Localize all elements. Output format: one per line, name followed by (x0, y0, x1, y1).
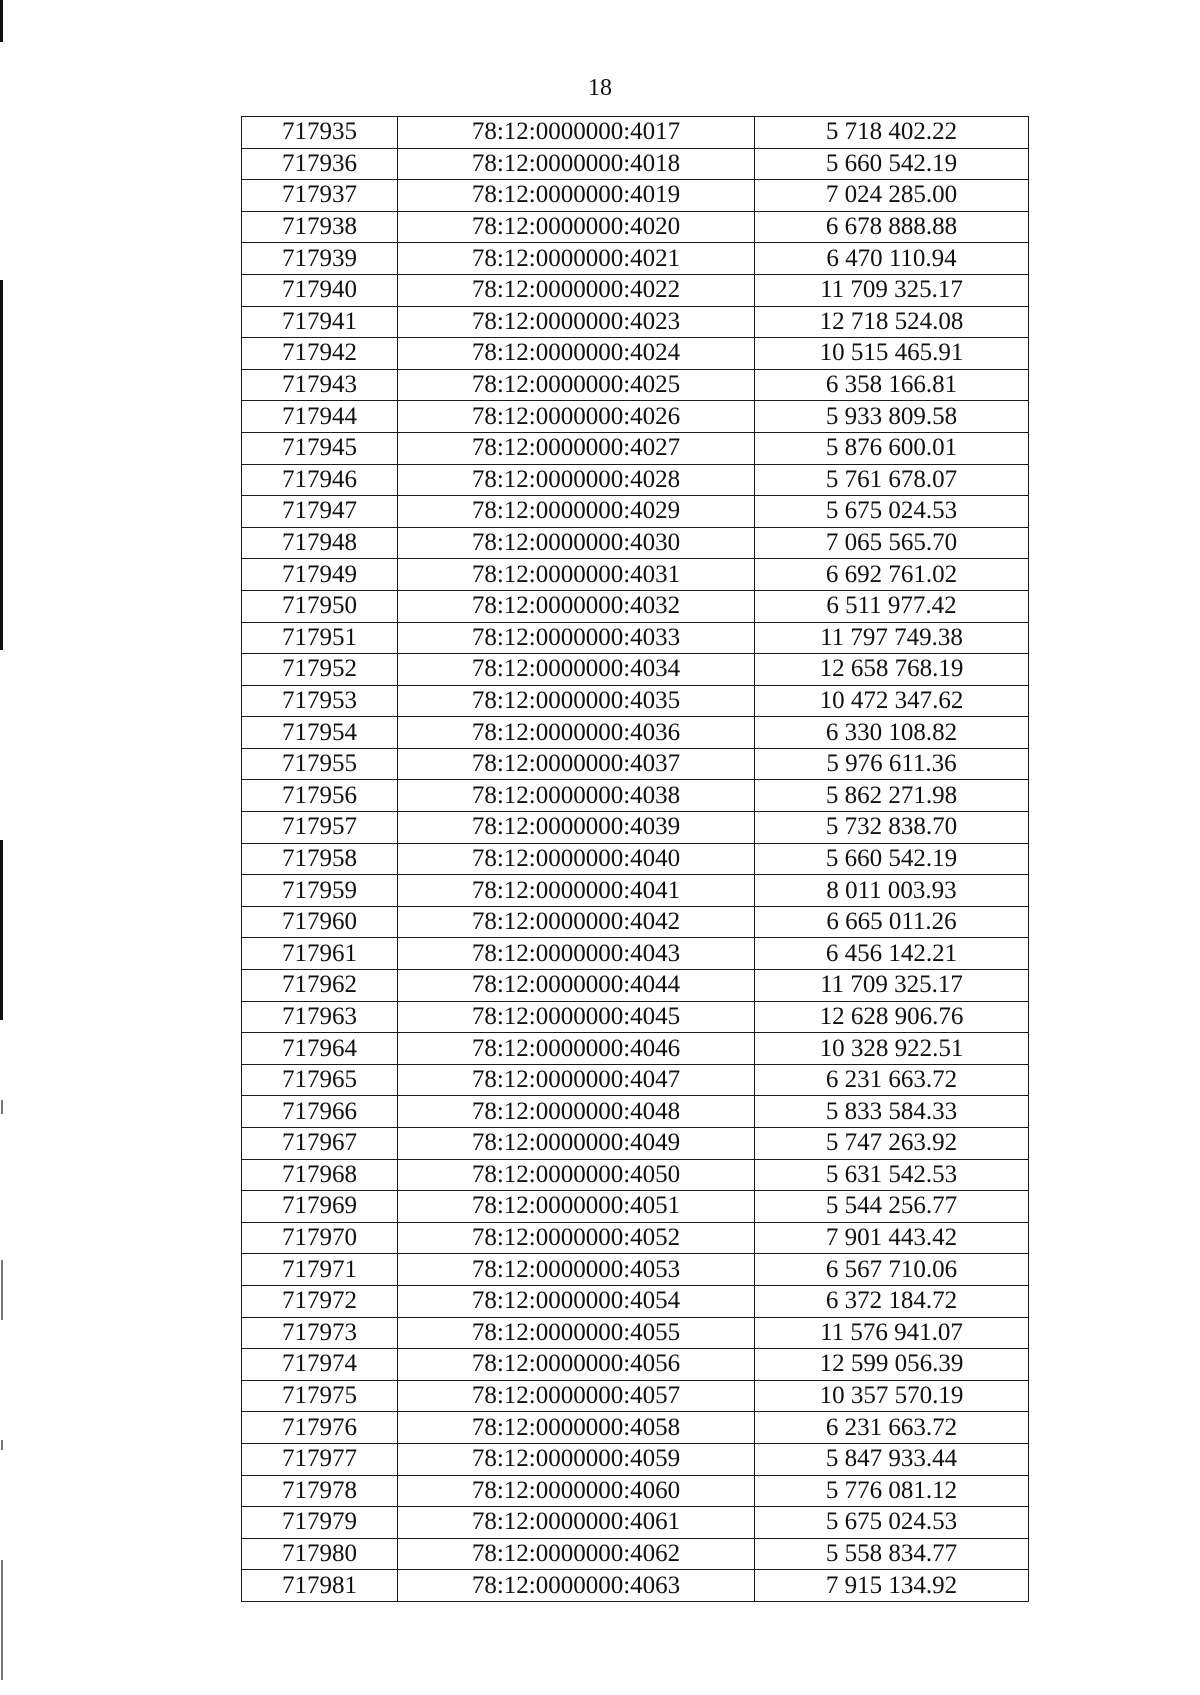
cadastral-value-cell: 10 357 570.19 (755, 1380, 1029, 1412)
cadastral-number-cell: 78:12:0000000:4025 (398, 369, 755, 401)
scan-edge-mark (0, 280, 3, 650)
object-id-cell: 717964 (242, 1033, 398, 1065)
cadastral-value-cell: 5 876 600.01 (755, 432, 1029, 464)
object-id-cell: 717952 (242, 654, 398, 686)
cadastral-number-cell: 78:12:0000000:4030 (398, 527, 755, 559)
table-row (242, 338, 1029, 370)
cadastral-value-cell: 10 472 347.62 (755, 685, 1029, 717)
cadastral-value-cell: 5 732 838.70 (755, 812, 1029, 844)
table-row (242, 432, 1029, 464)
table-row (242, 1159, 1029, 1191)
cadastral-number-cell: 78:12:0000000:4048 (398, 1096, 755, 1128)
cadastral-value-cell: 5 675 024.53 (755, 496, 1029, 528)
table-row (242, 622, 1029, 654)
object-id-cell: 717969 (242, 1191, 398, 1223)
cadastral-value-cell: 5 847 933.44 (755, 1443, 1029, 1475)
cadastral-value-cell: 6 231 663.72 (755, 1064, 1029, 1096)
cadastral-value-cell: 6 511 977.42 (755, 590, 1029, 622)
cadastral-value-cell: 5 933 809.58 (755, 401, 1029, 433)
table-row (242, 1380, 1029, 1412)
table-row (242, 938, 1029, 970)
table-row (242, 654, 1029, 686)
object-id-cell: 717940 (242, 274, 398, 306)
cadastral-value-cell: 7 065 565.70 (755, 527, 1029, 559)
scan-edge-dot (1, 1260, 3, 1320)
table-row (242, 970, 1029, 1002)
object-id-cell: 717935 (242, 117, 398, 149)
cadastral-number-cell: 78:12:0000000:4022 (398, 274, 755, 306)
table-row (242, 1191, 1029, 1223)
cadastral-number-cell: 78:12:0000000:4040 (398, 843, 755, 875)
object-id-cell: 717954 (242, 717, 398, 749)
table-row (242, 875, 1029, 907)
object-id-cell: 717942 (242, 338, 398, 370)
table-row (242, 1064, 1029, 1096)
cadastral-value-cell: 6 567 710.06 (755, 1254, 1029, 1286)
cadastral-value-cell: 8 011 003.93 (755, 875, 1029, 907)
table-row (242, 1317, 1029, 1349)
page-number: 18 (588, 75, 612, 101)
table-row (242, 148, 1029, 180)
cadastral-value-cell: 6 665 011.26 (755, 906, 1029, 938)
cadastral-value-cell: 7 901 443.42 (755, 1222, 1029, 1254)
object-id-cell: 717977 (242, 1443, 398, 1475)
cadastral-number-cell: 78:12:0000000:4036 (398, 717, 755, 749)
object-id-cell: 717956 (242, 780, 398, 812)
object-id-cell: 717972 (242, 1285, 398, 1317)
cadastral-number-cell: 78:12:0000000:4056 (398, 1349, 755, 1381)
cadastral-value-cell: 6 456 142.21 (755, 938, 1029, 970)
cadastral-value-cell: 5 675 024.53 (755, 1507, 1029, 1539)
object-id-cell: 717943 (242, 369, 398, 401)
cadastral-number-cell: 78:12:0000000:4032 (398, 590, 755, 622)
object-id-cell: 717947 (242, 496, 398, 528)
object-id-cell: 717968 (242, 1159, 398, 1191)
cadastral-value-cell: 10 328 922.51 (755, 1033, 1029, 1065)
cadastral-number-cell: 78:12:0000000:4042 (398, 906, 755, 938)
object-id-cell: 717980 (242, 1538, 398, 1570)
scan-edge-mark (0, 840, 3, 1020)
table-row (242, 685, 1029, 717)
cadastral-number-cell: 78:12:0000000:4063 (398, 1570, 755, 1602)
cadastral-value-cell: 12 718 524.08 (755, 306, 1029, 338)
object-id-cell: 717945 (242, 432, 398, 464)
cadastral-number-cell: 78:12:0000000:4052 (398, 1222, 755, 1254)
cadastral-number-cell: 78:12:0000000:4053 (398, 1254, 755, 1286)
cadastral-value-cell: 5 761 678.07 (755, 464, 1029, 496)
object-id-cell: 717950 (242, 590, 398, 622)
cadastral-value-cell: 6 231 663.72 (755, 1412, 1029, 1444)
table-row (242, 1475, 1029, 1507)
table-row (242, 812, 1029, 844)
scan-edge-dot (1, 1100, 3, 1114)
table-row (242, 1254, 1029, 1286)
cadastral-value-cell: 5 833 584.33 (755, 1096, 1029, 1128)
cadastral-number-cell: 78:12:0000000:4028 (398, 464, 755, 496)
cadastral-number-cell: 78:12:0000000:4023 (398, 306, 755, 338)
table-row (242, 559, 1029, 591)
cadastral-number-cell: 78:12:0000000:4039 (398, 812, 755, 844)
cadastral-number-cell: 78:12:0000000:4061 (398, 1507, 755, 1539)
table-row (242, 717, 1029, 749)
cadastral-number-cell: 78:12:0000000:4031 (398, 559, 755, 591)
cadastral-number-cell: 78:12:0000000:4055 (398, 1317, 755, 1349)
table-row (242, 1128, 1029, 1160)
table-row (242, 590, 1029, 622)
object-id-cell: 717941 (242, 306, 398, 338)
table-row (242, 1443, 1029, 1475)
table-row (242, 1096, 1029, 1128)
scan-edge-dot (1, 1560, 3, 1680)
cadastral-value-cell: 5 976 611.36 (755, 748, 1029, 780)
object-id-cell: 717966 (242, 1096, 398, 1128)
cadastral-value-cell: 5 660 542.19 (755, 843, 1029, 875)
table-row (242, 1349, 1029, 1381)
object-id-cell: 717953 (242, 685, 398, 717)
object-id-cell: 717978 (242, 1475, 398, 1507)
cadastral-value-cell: 10 515 465.91 (755, 338, 1029, 370)
object-id-cell: 717960 (242, 906, 398, 938)
table-row (242, 274, 1029, 306)
object-id-cell: 717948 (242, 527, 398, 559)
cadastral-number-cell: 78:12:0000000:4024 (398, 338, 755, 370)
object-id-cell: 717975 (242, 1380, 398, 1412)
cadastral-value-cell: 5 718 402.22 (755, 117, 1029, 149)
table-row (242, 117, 1029, 149)
cadastral-number-cell: 78:12:0000000:4046 (398, 1033, 755, 1065)
cadastral-value-cell: 6 678 888.88 (755, 211, 1029, 243)
cadastral-value-cell: 5 660 542.19 (755, 148, 1029, 180)
cadastral-value-cell: 11 709 325.17 (755, 274, 1029, 306)
table-row (242, 1507, 1029, 1539)
cadastral-number-cell: 78:12:0000000:4019 (398, 180, 755, 212)
table-row (242, 1412, 1029, 1444)
object-id-cell: 717937 (242, 180, 398, 212)
cadastral-number-cell: 78:12:0000000:4034 (398, 654, 755, 686)
table-row (242, 1033, 1029, 1065)
object-id-cell: 717979 (242, 1507, 398, 1539)
object-id-cell: 717936 (242, 148, 398, 180)
cadastral-number-cell: 78:12:0000000:4018 (398, 148, 755, 180)
object-id-cell: 717939 (242, 243, 398, 275)
scan-edge-dot (1, 1440, 3, 1450)
object-id-cell: 717951 (242, 622, 398, 654)
table-body (242, 117, 1029, 1602)
cadastral-value-cell: 5 558 834.77 (755, 1538, 1029, 1570)
table-row (242, 906, 1029, 938)
table-row (242, 369, 1029, 401)
cadastral-number-cell: 78:12:0000000:4020 (398, 211, 755, 243)
table-row (242, 211, 1029, 243)
cadastral-value-cell: 5 544 256.77 (755, 1191, 1029, 1223)
object-id-cell: 717959 (242, 875, 398, 907)
object-id-cell: 717973 (242, 1317, 398, 1349)
object-id-cell: 717958 (242, 843, 398, 875)
object-id-cell: 717955 (242, 748, 398, 780)
object-id-cell: 717961 (242, 938, 398, 970)
cadastral-number-cell: 78:12:0000000:4060 (398, 1475, 755, 1507)
cadastral-value-cell: 12 628 906.76 (755, 1001, 1029, 1033)
cadastral-value-cell: 12 658 768.19 (755, 654, 1029, 686)
cadastral-number-cell: 78:12:0000000:4049 (398, 1128, 755, 1160)
cadastral-number-cell: 78:12:0000000:4059 (398, 1443, 755, 1475)
cadastral-number-cell: 78:12:0000000:4041 (398, 875, 755, 907)
cadastral-value-cell: 5 862 271.98 (755, 780, 1029, 812)
cadastral-number-cell: 78:12:0000000:4047 (398, 1064, 755, 1096)
cadastral-number-cell: 78:12:0000000:4062 (398, 1538, 755, 1570)
cadastral-number-cell: 78:12:0000000:4029 (398, 496, 755, 528)
cadastral-value-cell: 6 372 184.72 (755, 1285, 1029, 1317)
table-row (242, 527, 1029, 559)
cadastral-value-cell: 12 599 056.39 (755, 1349, 1029, 1381)
table-row (242, 1285, 1029, 1317)
cadastral-number-cell: 78:12:0000000:4026 (398, 401, 755, 433)
cadastral-value-cell: 11 576 941.07 (755, 1317, 1029, 1349)
cadastral-number-cell: 78:12:0000000:4054 (398, 1285, 755, 1317)
table-row (242, 306, 1029, 338)
cadastral-value-cell: 5 631 542.53 (755, 1159, 1029, 1191)
cadastral-number-cell: 78:12:0000000:4021 (398, 243, 755, 275)
cadastral-value-cell: 5 776 081.12 (755, 1475, 1029, 1507)
cadastral-number-cell: 78:12:0000000:4037 (398, 748, 755, 780)
cadastral-value-cell: 7 024 285.00 (755, 180, 1029, 212)
object-id-cell: 717965 (242, 1064, 398, 1096)
object-id-cell: 717976 (242, 1412, 398, 1444)
cadastral-value-cell: 6 358 166.81 (755, 369, 1029, 401)
object-id-cell: 717970 (242, 1222, 398, 1254)
table-row (242, 464, 1029, 496)
object-id-cell: 717974 (242, 1349, 398, 1381)
table-row (242, 1570, 1029, 1602)
cadastral-value-cell: 6 470 110.94 (755, 243, 1029, 275)
table-row (242, 243, 1029, 275)
cadastral-number-cell: 78:12:0000000:4058 (398, 1412, 755, 1444)
object-id-cell: 717971 (242, 1254, 398, 1286)
cadastral-number-cell: 78:12:0000000:4057 (398, 1380, 755, 1412)
table-row (242, 780, 1029, 812)
table-row (242, 843, 1029, 875)
object-id-cell: 717938 (242, 211, 398, 243)
object-id-cell: 717946 (242, 464, 398, 496)
object-id-cell: 717963 (242, 1001, 398, 1033)
table-row (242, 1538, 1029, 1570)
cadastral-value-cell: 11 797 749.38 (755, 622, 1029, 654)
cadastral-number-cell: 78:12:0000000:4043 (398, 938, 755, 970)
cadastral-number-cell: 78:12:0000000:4051 (398, 1191, 755, 1223)
registry-table (241, 116, 1029, 1602)
object-id-cell: 717944 (242, 401, 398, 433)
cadastral-number-cell: 78:12:0000000:4050 (398, 1159, 755, 1191)
object-id-cell: 717967 (242, 1128, 398, 1160)
cadastral-number-cell: 78:12:0000000:4035 (398, 685, 755, 717)
cadastral-number-cell: 78:12:0000000:4045 (398, 1001, 755, 1033)
cadastral-value-cell: 11 709 325.17 (755, 970, 1029, 1002)
object-id-cell: 717962 (242, 970, 398, 1002)
cadastral-number-cell: 78:12:0000000:4044 (398, 970, 755, 1002)
table-row (242, 401, 1029, 433)
object-id-cell: 717957 (242, 812, 398, 844)
object-id-cell: 717949 (242, 559, 398, 591)
cadastral-value-cell: 6 692 761.02 (755, 559, 1029, 591)
cadastral-number-cell: 78:12:0000000:4038 (398, 780, 755, 812)
cadastral-number-cell: 78:12:0000000:4027 (398, 432, 755, 464)
table-row (242, 748, 1029, 780)
table-row (242, 1222, 1029, 1254)
cadastral-value-cell: 7 915 134.92 (755, 1570, 1029, 1602)
scan-edge-mark (0, 0, 3, 42)
cadastral-number-cell: 78:12:0000000:4033 (398, 622, 755, 654)
table-row (242, 496, 1029, 528)
cadastral-value-cell: 6 330 108.82 (755, 717, 1029, 749)
table-row (242, 180, 1029, 212)
cadastral-number-cell: 78:12:0000000:4017 (398, 117, 755, 149)
table-row (242, 1001, 1029, 1033)
cadastral-value-cell: 5 747 263.92 (755, 1128, 1029, 1160)
object-id-cell: 717981 (242, 1570, 398, 1602)
